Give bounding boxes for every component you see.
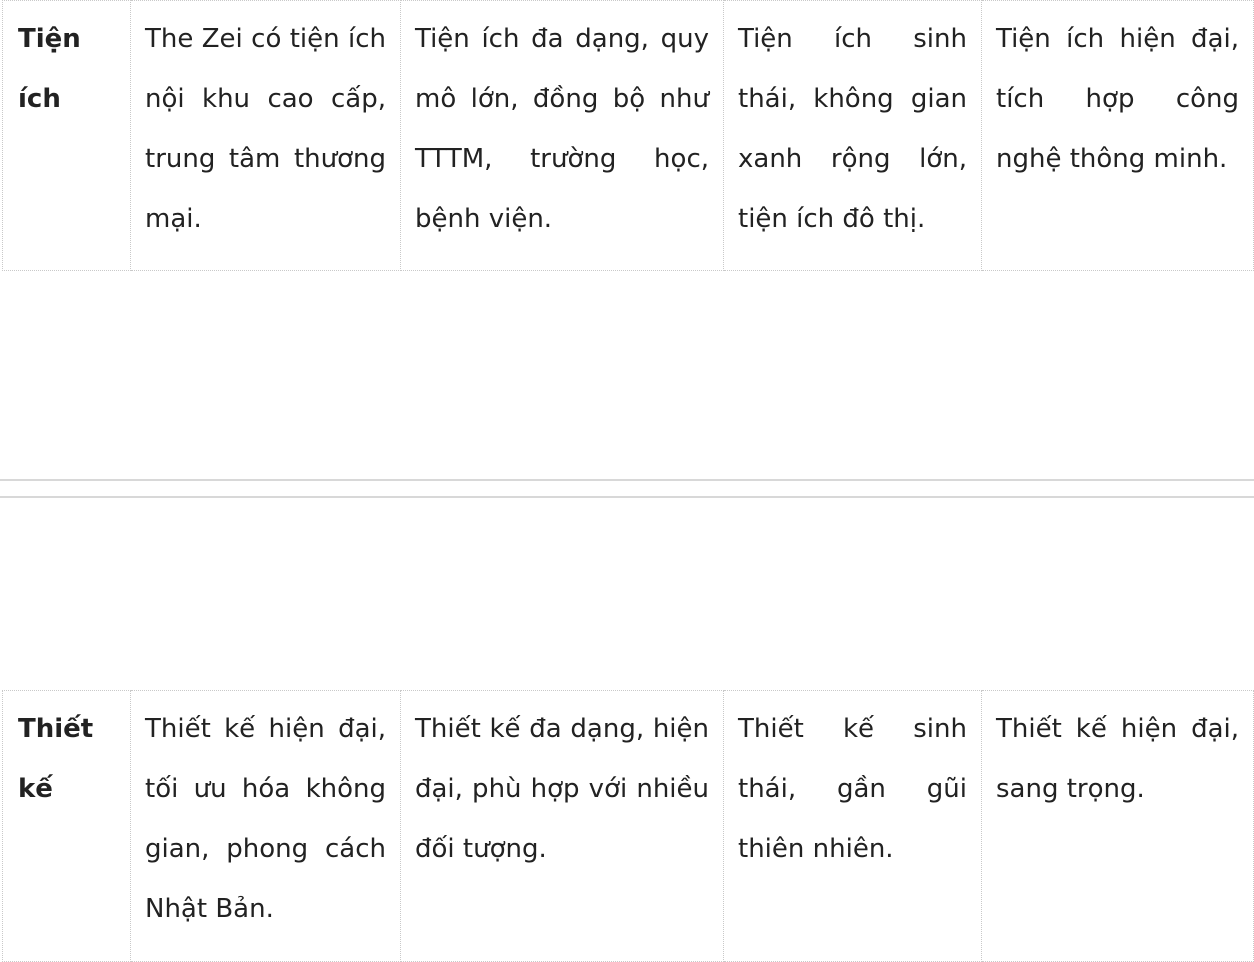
table-cell: Tiện ích đa dạng, quy mô lớn, đồng bộ như TTTM, trường học, bệnh viện. (401, 1, 724, 271)
table-cell: Tiện ích sinh thái, không gian xanh rộng lớn, tiện ích đô thị. (724, 1, 982, 271)
row-header-design: Thiết kế (3, 691, 131, 962)
table-cell: Thiết kế hiện đại, sang trọng. (982, 691, 1254, 962)
table-row-design (3, 691, 1254, 962)
row-header-amenities: Tiện ích (3, 1, 131, 271)
design-comparison-table (2, 690, 1254, 962)
section-divider (0, 496, 1254, 498)
table-cell: Thiết kế sinh thái, gần gũi thiên nhiên. (724, 691, 982, 962)
table-cell: Thiết kế đa dạng, hiện đại, phù hợp với nhiều đối tượng. (401, 691, 724, 962)
table-cell: The Zei có tiện ích nội khu cao cấp, trung tâm thương mại. (131, 1, 401, 271)
table-cell: Thiết kế hiện đại, tối ưu hóa không gian, phong cách Nhật Bản. (131, 691, 401, 962)
table-cell: Tiện ích hiện đại, tích hợp công nghệ thông minh. (982, 1, 1254, 271)
section-divider (0, 479, 1254, 481)
table-row-amenities (3, 1, 1254, 271)
amenities-comparison-table (2, 0, 1254, 271)
